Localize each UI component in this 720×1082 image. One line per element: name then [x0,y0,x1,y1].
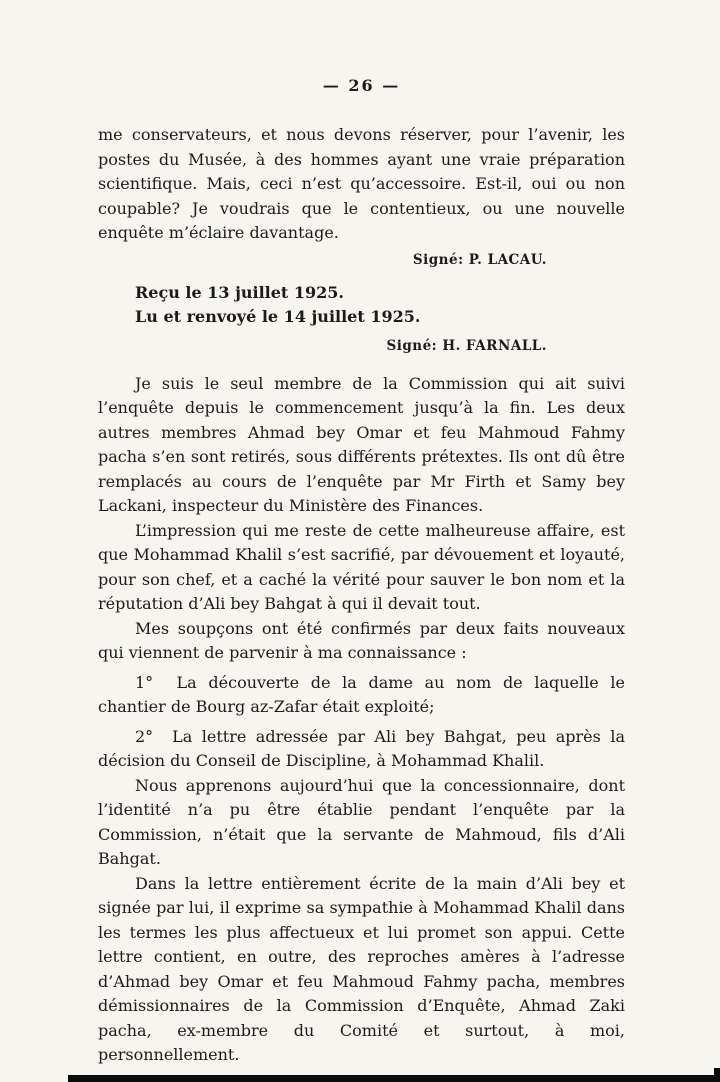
scan-corner-artifact [714,1068,720,1082]
signature-line-lacau: Signé: P. LACAU. [412,251,547,268]
paragraph-impression: L’impression qui me reste de cette malheureuse affaire, est que Mohammad Khalil s’est sacrifié, par dévouement et loyauté, pour son chef, et a caché la vérité pour sauver le bon nom et la réputation d’Ali bey Bahgat à qui il devait tout. [98,520,625,613]
received-date-line: Reçu le 13 juillet 1925. [135,282,344,302]
paragraph-soupcons: Mes soupçons ont été confirmés par deux faits nouveaux qui viennent de parvenir à ma connaissance : [98,618,625,662]
numbered-item-1: 1° La découverte de la dame au nom de laquelle le chantier de Bourg az-Zafar était exploité; [98,672,625,716]
paragraph-commission-membership: Je suis le seul membre de la Commission qui ait suivi l’enquête depuis le commencement jusqu’à la fin. Les deux autres membres Ahmad bey Omar et feu Mahmoud Fahmy pacha s’en sont retirés, sous différents prétextes. Ils ont dû être remplacés au cours de l’enquête par Mr Firth et Samy bey Lackani, inspecteur du Ministère des Finances. [98,373,625,515]
signature-line-farnall: Signé: H. FARNALL. [386,337,547,354]
forwarded-date-line: Lu et renvoyé le 14 juillet 1925. [135,307,421,326]
numbered-item-2: 2° La lettre adressée par Ali bey Bahgat, peu après la décision du Conseil de Discipline, à Mohammad Khalil. [98,726,625,770]
page-number: — 26 — [322,76,401,95]
paragraph-lettre-ali-bey: Dans la lettre entièrement écrite de la main d’Ali bey et signée par lui, il exprime sa sympathie à Mohammad Khalil dans les termes les plus affectueux et lui promet son appui. Cette lettre contient, en outre, des reproches amères à l’adresse d’Ahmad bey Omar et feu Mahmoud Fahmy pacha, membres démissionnaires de la Commission d’Enquête, Ahmad Zaki pacha, ex-membre du Comité et surtout, à moi, personnellement. [98,873,625,1064]
continuation-paragraph: me conservateurs, et nous devons réserver, pour l’avenir, les postes du Musée, à des hommes ayant une vraie préparation scientifique. Mais, ceci n’est qu’accessoire. Est-il, oui ou non coupable? Je voudrais que le contentieux, ou une nouvelle enquête m’éclaire davantage. [98,125,625,242]
scan-edge-artifact [68,1075,720,1082]
paragraph-concessionnaire: Nous apprenons aujourd’hui que la concessionnaire, dont l’identité n’a pu être établie pendant l’enquête par la Commission, n’était que la servante de Mahmoud, fils d’Ali Bahgat. [98,775,625,868]
